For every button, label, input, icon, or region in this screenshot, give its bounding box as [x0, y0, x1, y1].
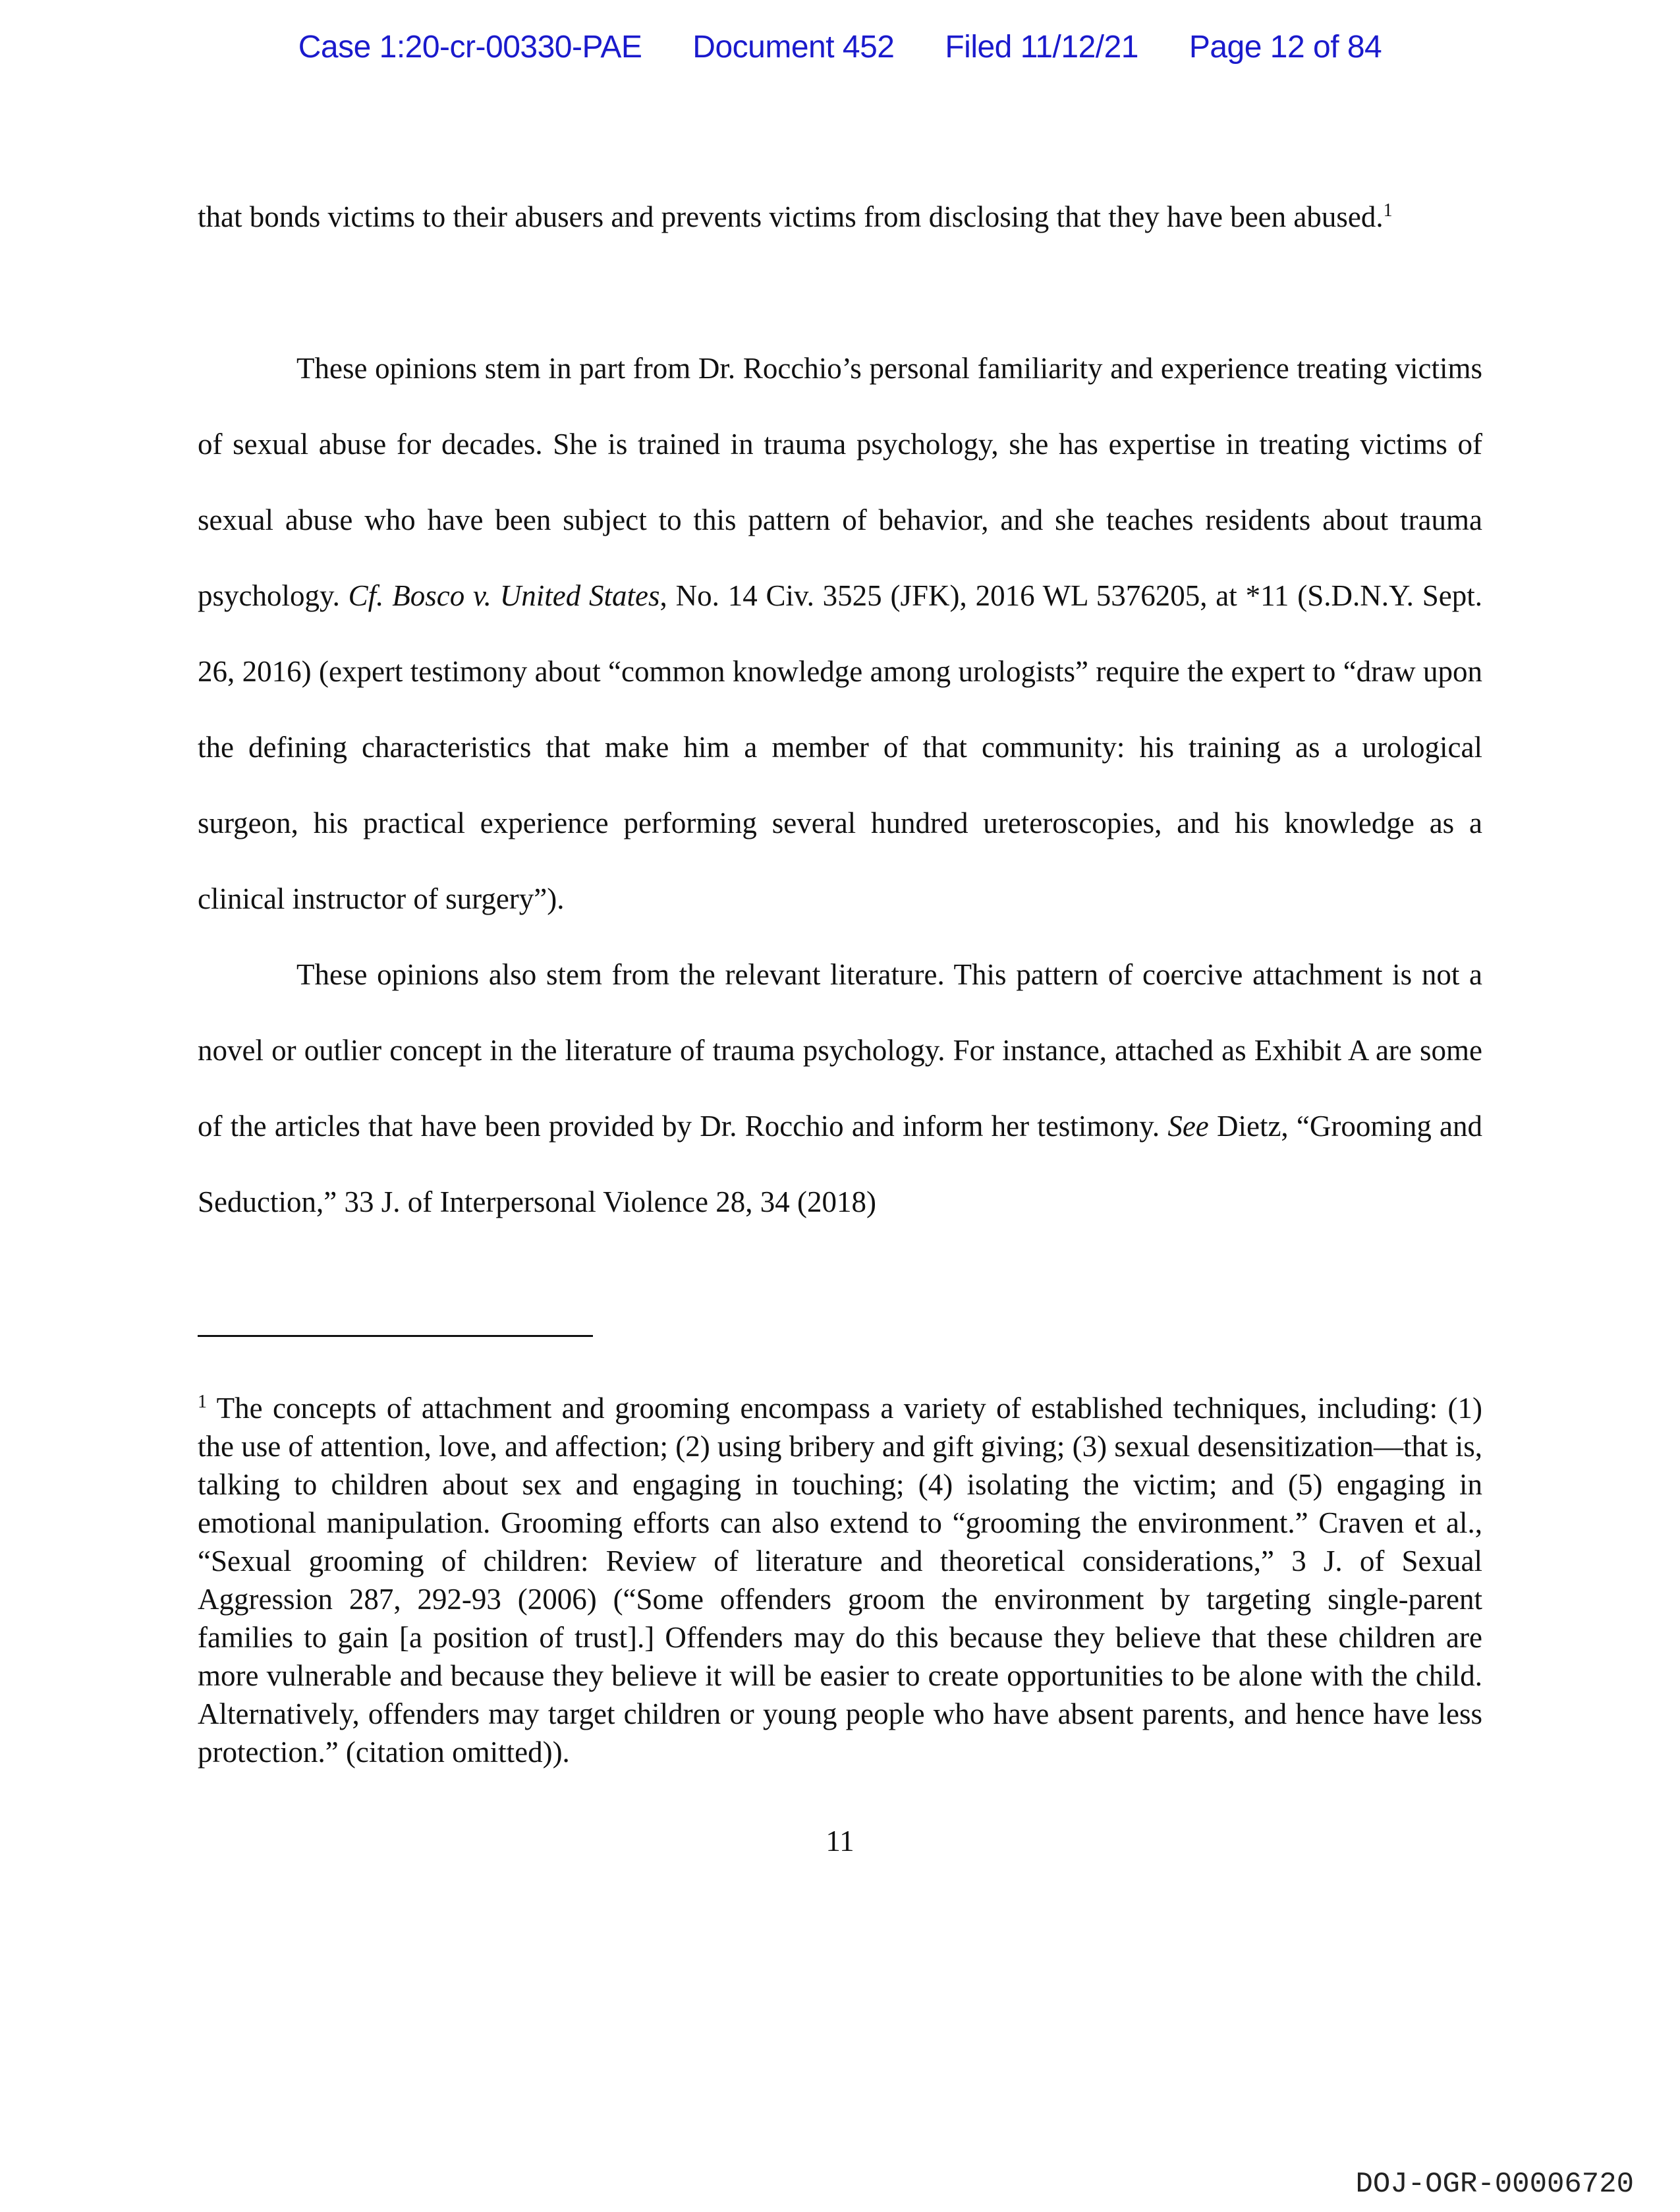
- paragraph-2: These opinions stem in part from Dr. Rocchio’s personal familiarity and experience treating victims of sexual abuse for decades. She is trained in trauma psychology, she has expertise in treating victims of sexual abuse who have been subject to this pattern of behavior, and she teaches residents about trauma psychology. Cf. Bosco v. United States, No. 14 Civ. 3525 (JFK), 2016 WL 5376205, at *11 (S.D.N.Y. Sept. 26, 2016) (expert testimony about “common knowledge among urologists” require the expert to “draw upon the defining characteristics that make him a member of that community: his training as a urological surgeon, his practical experience performing several hundred ureteroscopies, and his knowledge as a clinical instructor of surgery”).: [198, 352, 1482, 915]
- citation-signal: See: [1167, 1110, 1209, 1143]
- bates-stamp: DOJ-OGR-00006720: [1355, 2168, 1634, 2201]
- footnote-ref[interactable]: 1: [1383, 200, 1393, 221]
- footnote-number: 1: [198, 1392, 207, 1412]
- case-number: Case 1:20-cr-00330-PAE: [298, 30, 642, 65]
- paragraph-1: that bonds victims to their abusers and prevents victims from disclosing that they have been abused.$^1$: [198, 200, 1393, 233]
- document-number: Document 452: [692, 30, 895, 65]
- page-number: 11: [826, 1825, 854, 1858]
- ecf-header: [0, 29, 1680, 65]
- citation-signal: Cf.: [348, 579, 384, 612]
- footnote-divider: [198, 1335, 593, 1337]
- filed-date: Filed 11/12/21: [945, 30, 1138, 65]
- footnote-1: $^1$ The concepts of attachment and grooming encompass a variety of established techniques, including: (1) the use of attention, love, and affection; (2) using bribery and gift giving; (3) sexual desensitization—that is, talking to children about sex and engaging in touching; (4) isolating the victim; and (5) engaging in emotional manipulation. Grooming efforts can also extend to “grooming the environment.” Craven et al., “Sexual grooming of children: Review of literature and theoretical considerations,” 3 J. of Sexual Aggression 287, 292-93 (2006) (“Some offenders groom the environment by targeting single-parent families to gain [a position of trust].] Offenders may do this because they believe that these children are more vulnerable and because they believe it will be easier to create opportunities to be alone with the child. Alternatively, offenders may target children or young people who have absent parents, and hence have less protection.” (citation omitted)).: [198, 1392, 1482, 1769]
- case-name: Bosco v. United States: [392, 579, 660, 612]
- page-indicator: Page 12 of 84: [1189, 30, 1382, 65]
- paragraph-3: These opinions also stem from the relevant literature. This pattern of coercive attachment is not a novel or outlier concept in the literature of trauma psychology. For instance, attached as Exhibit A are some of the articles that have been provided by Dr. Rocchio and inform her testimony. See Dietz, “Grooming and Seduction,” 33 J. of Interpersonal Violence 28, 34 (2018): [198, 958, 1482, 1218]
